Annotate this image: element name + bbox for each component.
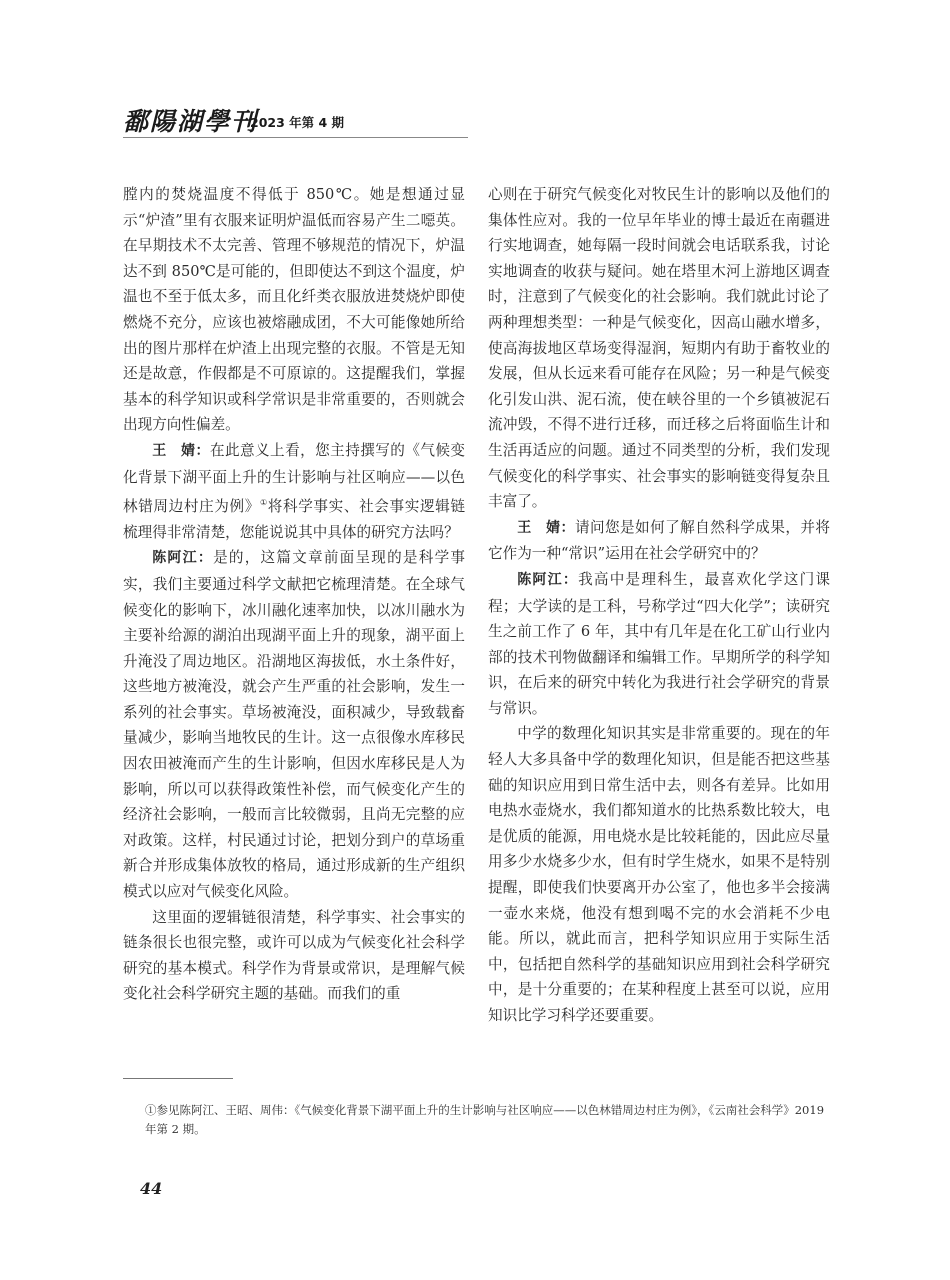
page-number: 44 xyxy=(140,1179,163,1198)
speaker-label: 陈阿江： xyxy=(517,571,579,588)
footnote-marker[interactable]: ① xyxy=(259,498,268,508)
paragraph-text: 在此意义上看，您主持撰写的《气候变化背景下湖平面上升的生计影响与社区响应——以色林错周边村庄为例》 xyxy=(123,441,465,516)
paragraph: 这里面的逻辑链很清楚，科学事实、社会事实的链条很长也很完整，或许可以成为气候变化社会科学研究的基本模式。科学作为背景或常识，是理解气候变化社会科学研究主题的基础。而我们的重 xyxy=(123,908,465,1003)
right-column xyxy=(488,182,830,1029)
footnote-rule xyxy=(123,1078,233,1079)
paragraph-text: 我高中是理科生，最喜欢化学这门课程；大学读的是工科，号称学过“四大化学”；读研究生之前工作了 6 年，其中有几年是在化工矿山行业内部的技术刊物做翻译和编辑工作。早期所学的科学知识，在后来的研究中转化为我进行社会学研究的背景与常识。 xyxy=(488,570,830,717)
paragraph-text: 请问您是如何了解自然科学成果，并将它作为一种“常识”运用在社会学研究中的？ xyxy=(488,518,830,563)
paragraph-text: 将科学事实、社会事实逻辑链梳理得非常清楚，您能说说其中具体的研究方法吗？ xyxy=(123,498,465,541)
paragraph xyxy=(123,545,465,904)
speaker-label: 陈阿江： xyxy=(152,550,214,567)
header-rule xyxy=(123,137,468,138)
paragraph xyxy=(488,515,830,567)
speaker-label: 王 婧： xyxy=(152,442,210,459)
journal-name: 鄱陽湖學刊 xyxy=(123,107,259,136)
footnote: ①参见陈阿江、王昭、周伟：《气候变化背景下湖平面上升的生计影响与社区响应——以色林错周边村庄为例》，《云南社会科学》2019 年第 2 期。 xyxy=(145,1103,825,1136)
paragraph-text: 是的，这篇文章前面呈现的是科学事实，我们主要通过科学文献把它梳理清楚。在全球气候变化的影响下，冰川融化速率加快，以冰川融水为主要补给源的湖泊出现湖平面上升的现象，湖平面上升淹没了周边地区。沿湖地区海拔低，水土条件好，这些地方被淹没，就会产生严重的社会影响，发生一系列的社会事实。草场被淹没，面积减少，导致载畜量减少，影响当地牧民的生计。这一点很像水库移民因农田被淹而产生的生计影响，但因水库移民是人为影响，所以可以获得政策性补偿，而气候变化产生的经济社会影响，一般而言比较微弱，且尚无完整的应对政策。这样，村民通过讨论，把划分到户的草场重新合并形成集体放牧的格局，通过形成新的生产组织模式以应对气候变化风险。 xyxy=(123,549,465,901)
paragraph xyxy=(123,438,465,545)
paragraph: 膛内的焚烧温度不得低于 850℃。她是想通过显示“炉渣”里有衣服来证明炉温低而容易产生二噁英。在早期技术不太完善、管理不够规范的情况下，炉温达不到 850℃是可能的，但即使达不到这个温度，炉温也不至于低太多，而且化纤类衣服放进焚烧炉即使燃烧不充分，应该也被熔融成团，不大可能像她所给出的图片那样在炉渣上出现完整的衣服。不管是无知还是故意，作假都是不可原谅的。这提醒我们，掌握基本的科学知识或科学常识是非常重要的，否则就会出现方向性偏差。 xyxy=(123,186,465,434)
paragraph xyxy=(488,567,830,722)
speaker-label: 王 婧： xyxy=(517,519,575,536)
paragraph: 中学的数理化知识其实是非常重要的。现在的年轻人大多具备中学的数理化知识，但是能否把这些基础的知识应用到日常生活中去，则各有差异。比如用电热水壶烧水，我们都知道水的比热系数比较大，电是优质的能源，用电烧水是比较耗能的，因此应尽量用多少水烧多少水，但有时学生烧水，如果不是特别提醒，即使我们快要离开办公室了，他也多半会接满一壶水来烧，他没有想到喝不完的水会消耗不少电能。所以，就此而言，把科学知识应用于实际生活中，包括把自然科学的基础知识应用到社会科学研究中，是十分重要的；在某种程度上甚至可以说，应用知识比学习科学还要重要。 xyxy=(488,725,830,1024)
issue-label: 2023 年第 4 期 xyxy=(250,115,345,130)
left-column xyxy=(123,182,465,1007)
paragraph: 心则在于研究气候变化对牧民生计的影响以及他们的集体性应对。我的一位早年毕业的博士最近在南疆进行实地调查，她每隔一段时间就会电话联系我，讨论实地调查的收获与疑问。她在塔里木河上游地区调查时，注意到了气候变化的社会影响。我们就此讨论了两种理想类型：一种是气候变化，因高山融水增多，使高海拔地区草场变得湿润，短期内有助于畜牧业的发展，但从长远来看可能存在风险；另一种是气候变化引发山洪、泥石流，使在峡谷里的一个乡镇被泥石流冲毁，不得不进行迁移，而迁移之后将面临生计和生活再适应的问题。通过不同类型的分析，我们发现气候变化的科学事实、社会事实的影响链变得复杂且丰富了。 xyxy=(488,186,830,511)
